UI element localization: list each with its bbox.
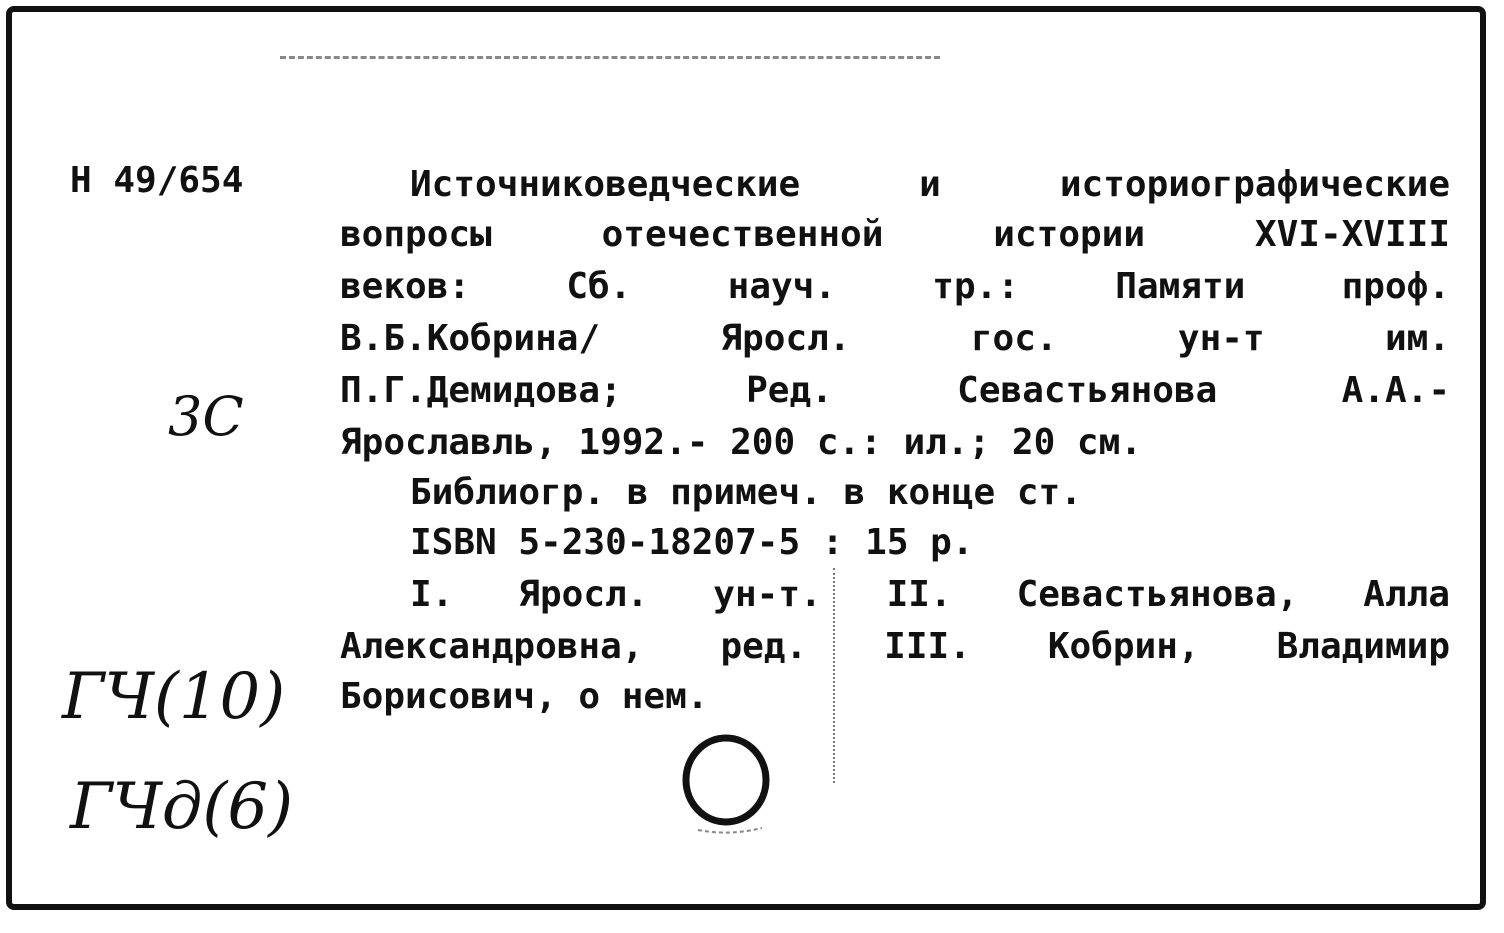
imprint-line xyxy=(340,422,1450,472)
line-text: ISBN 5-230-18207-5 : 15 р. xyxy=(410,522,974,563)
title-line-4 xyxy=(340,318,1450,368)
shelfmark: Н 49/654 xyxy=(70,160,244,201)
line-text: Александровна, ред. III. Кобрин, Владимир xyxy=(340,626,1450,667)
title-line-3 xyxy=(340,266,1450,316)
handwritten-code-gch-10: ГЧ(10) xyxy=(62,660,286,734)
line-text: Библиогр. в примеч. в конце ст. xyxy=(410,472,1082,513)
line-text: вопросы отечественной истории XVI-XVIII xyxy=(340,214,1450,255)
tracings-line-1 xyxy=(410,574,1450,624)
bibliography-note xyxy=(410,472,1450,522)
tracings-line-3 xyxy=(340,676,1450,726)
line-text: Ярославль, 1992.- 200 с.: ил.; 20 см. xyxy=(340,422,1142,463)
tracings-line-2 xyxy=(340,626,1450,676)
punch-hole-circle xyxy=(680,732,780,842)
title-line-1 xyxy=(410,164,1450,214)
handwritten-code-gchd-6: ГЧд(6) xyxy=(70,770,294,844)
isbn-line xyxy=(410,522,1450,572)
handwritten-code-3c: 3С xyxy=(168,385,244,448)
line-text: I. Яросл. ун-т. II. Севастьянова, Алла xyxy=(410,574,1450,615)
line-text: В.Б.Кобрина/ Яросл. гос. ун-т им. xyxy=(340,318,1450,359)
title-line-5 xyxy=(340,370,1450,420)
top-dashed-rule xyxy=(280,56,940,59)
line-text: Борисович, о нем. xyxy=(340,676,709,717)
dotted-divider xyxy=(833,568,835,783)
title-line-2 xyxy=(340,214,1450,264)
line-text: П.Г.Демидова; Ред. Севастьянова А.А.- xyxy=(340,370,1450,411)
line-text: Источниковедческие и историографические xyxy=(410,164,1450,205)
line-text: веков: Сб. науч. тр.: Памяти проф. xyxy=(340,266,1450,307)
